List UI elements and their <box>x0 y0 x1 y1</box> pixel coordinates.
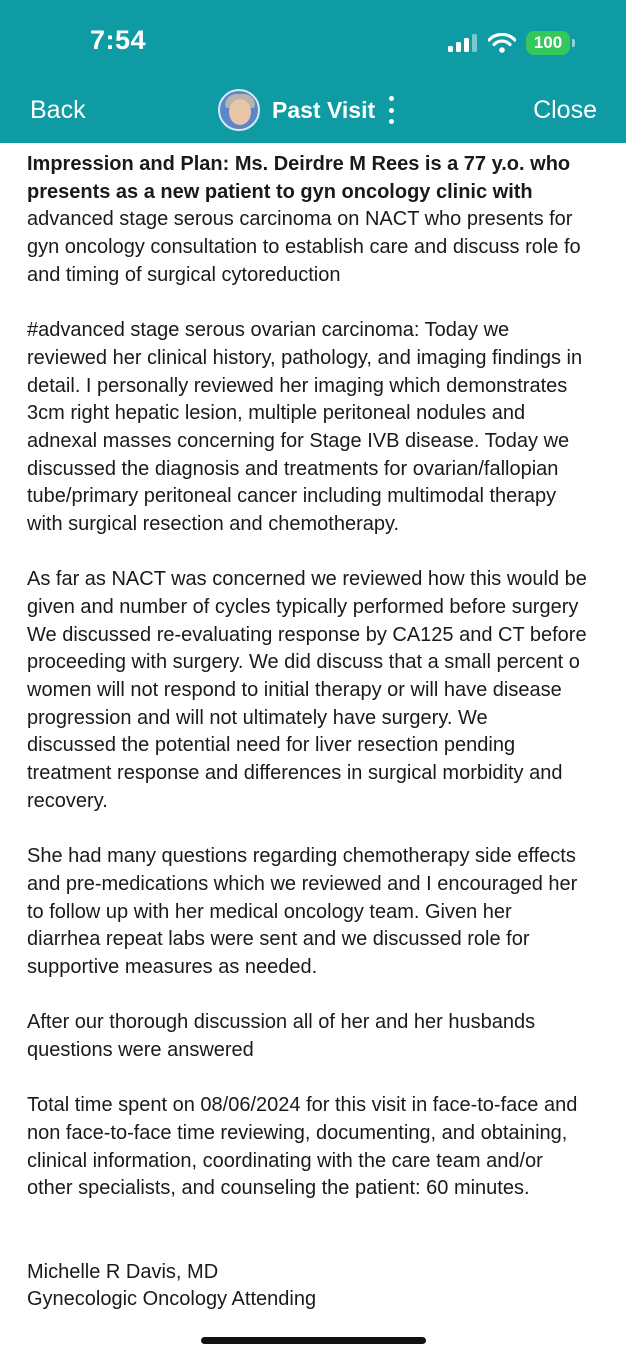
note-line: discussed the diagnosis and treatments for ovarian/fallopian <box>27 457 559 480</box>
impression-paragraph <box>27 151 626 289</box>
note-line: supportive measures as needed. <box>27 955 318 978</box>
note-line: Total time spent on 08/06/2024 for this visit in face-to-face and <box>27 1094 578 1117</box>
note-line: 3cm right hepatic lesion, multiple peritoneal nodules and <box>27 402 526 425</box>
note-line: She had many questions regarding chemotherapy side effects <box>27 845 576 868</box>
note-line: Impression and Plan: Ms. Deirdre M Rees is a 77 y.o. who <box>27 153 571 175</box>
note-line: treatment response and differences in surgical morbidity and <box>27 762 563 785</box>
note-line: and pre-medications which we reviewed and I encouraged her <box>27 872 578 895</box>
battery-level: 100 <box>533 33 563 52</box>
note-line: women will not respond to initial therapy or will have disease <box>27 679 562 702</box>
note-line: to follow up with her medical oncology team. Given her <box>27 900 512 923</box>
home-indicator[interactable] <box>201 1337 426 1344</box>
signature-block <box>27 1259 626 1314</box>
note-line: As far as NACT was concerned we reviewed how this would be <box>27 568 587 591</box>
status-icons <box>448 30 570 56</box>
note-line: presents as a new patient to gyn oncology clinic with <box>27 180 533 203</box>
note-line: questions were answered <box>27 1039 254 1061</box>
nact-paragraph <box>27 566 626 815</box>
note-line: advanced stage serous carcinoma on NACT who presents for <box>27 208 573 231</box>
note-line: We discussed re-evaluating response by CA125 and CT before <box>27 623 587 646</box>
note-line: diarrhea repeat labs were sent and we discussed role for <box>27 928 530 951</box>
note-line: #advanced stage serous ovarian carcinoma: Today we <box>27 319 510 342</box>
signal-icon <box>448 34 478 52</box>
visit-note <box>27 151 626 1314</box>
kebab-icon[interactable] <box>387 96 395 124</box>
time-spent-paragraph <box>27 1092 626 1203</box>
close-button[interactable]: Close <box>533 96 597 124</box>
back-button[interactable]: Back <box>30 96 86 124</box>
discussion-paragraph <box>27 1009 626 1064</box>
avatar <box>218 89 260 131</box>
note-line: other specialists, and counseling the patient: 60 minutes. <box>27 1177 530 1200</box>
questions-paragraph <box>27 843 626 981</box>
note-line: progression and will not ultimately have surgery. We <box>27 706 488 729</box>
page-title: Past Visit <box>272 96 376 123</box>
note-line: reviewed her clinical history, pathology, and imaging findings in <box>27 346 583 369</box>
note-line: clinical information, coordinating with the care team and/or <box>27 1149 543 1172</box>
battery-icon <box>526 31 570 55</box>
signature-name: Michelle R Davis, MD <box>27 1260 219 1283</box>
note-line: detail. I personally reviewed her imaging which demonstrates <box>27 374 568 397</box>
header <box>0 0 626 143</box>
note-line: given and number of cycles typically performed before surgery <box>27 596 579 618</box>
note-line: gyn oncology consultation to establish care and discuss role fo <box>27 236 581 259</box>
signature-title: Gynecologic Oncology Attending <box>27 1288 317 1311</box>
diagnosis-paragraph <box>27 317 626 539</box>
note-line: recovery. <box>27 789 108 812</box>
note-line: adnexal masses concerning for Stage IVB disease. Today we <box>27 429 570 452</box>
note-line: tube/primary peritoneal cancer including multimodal therapy <box>27 485 557 508</box>
note-line: After our thorough discussion all of her and her husbands <box>27 1011 536 1034</box>
wifi-icon <box>488 33 516 53</box>
note-line: and timing of surgical cytoreduction <box>27 263 341 286</box>
note-line: with surgical resection and chemotherapy. <box>27 512 400 535</box>
nav-title-group <box>218 88 395 132</box>
status-time: 7:54 <box>90 25 147 55</box>
note-line: non face-to-face time reviewing, documenting, and obtaining, <box>27 1122 568 1145</box>
note-line: proceeding with surgery. We did discuss that a small percent o <box>27 651 580 674</box>
note-line: discussed the potential need for liver resection pending <box>27 734 516 757</box>
